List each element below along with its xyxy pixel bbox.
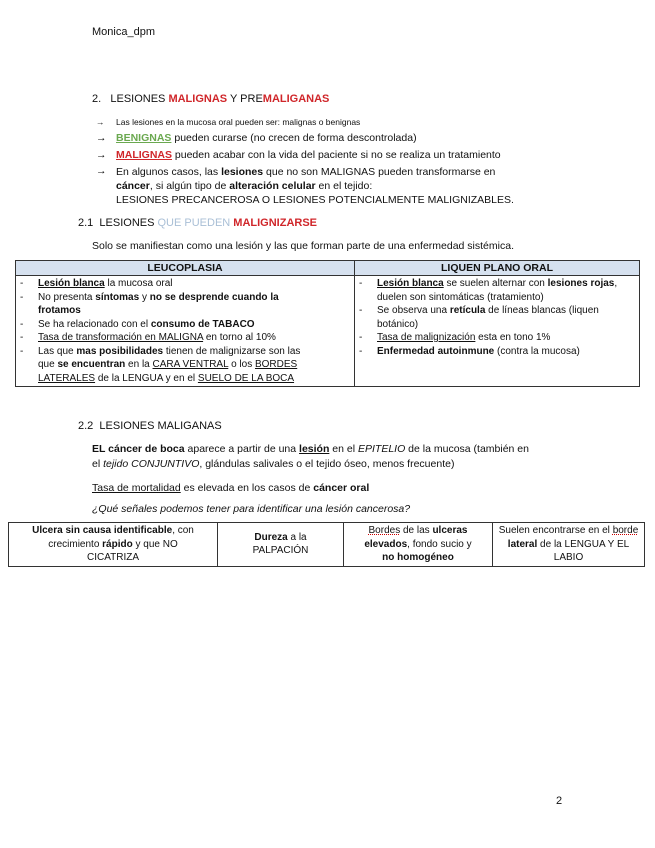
list-item: - Se ha relacionado con el consumo de TABACO: [20, 318, 255, 330]
arrow-icon: →: [96, 132, 107, 144]
mortality-line: Tasa de mortalidad es elevada en los casos de cáncer oral: [92, 482, 370, 494]
table-header-liquen: LIQUEN PLANO ORAL: [355, 261, 640, 276]
bullet-item: → Las lesiones en la mucosa oral pueden ser: malignas o benignas: [96, 117, 361, 127]
author-header: Monica_dpm: [92, 26, 155, 38]
bullet-item: → MALIGNAS pueden acabar con la vida del paciente si no se realiza un tratamiento: [96, 149, 501, 161]
section-2-2-title: 2.2 LESIONES MALIGANAS: [78, 420, 222, 432]
section-2-1-title: 2.1 LESIONES QUE PUEDEN MALIGNIZARSE: [78, 217, 318, 229]
signs-question: ¿Qué señales podemos tener para identificar una lesión cancerosa?: [92, 503, 411, 515]
sign-ulcera: Ulcera sin causa identificable, con crecimiento rápido y que NO CICATRIZA: [9, 523, 218, 567]
list-item: - Tasa de transformación en MALIGNA en torno al 10%: [20, 332, 276, 343]
arrow-icon: →: [96, 165, 107, 177]
sign-localizacion: Suelen encontrarse en el borde lateral de la LENGUA Y EL LABIO: [493, 523, 645, 567]
bullet-item: → BENIGNAS pueden curarse (no crecen de forma descontrolada): [96, 132, 417, 144]
list-item: - Las que mas posibilidades tienen de malignizarse son las que se encuentran en la CARA VENTRAL o los BORDES LATERALES de la LENGUA y en el SUELO DE LA BOCA: [20, 345, 301, 384]
bullet-item: → En algunos casos, las lesiones que no son MALIGNAS pueden transformarse en cáncer, si algún tipo de alteración celular en el tejido: LESIONES PRECANCEROSA O LESIONES POTENCIALMENTE MALIGNIZABLES.: [96, 165, 514, 206]
list-item: - Se observa una retícula de líneas blancas (liquen botánico): [359, 305, 599, 330]
list-item: - Enfermedad autoinmune (contra la mucosa): [359, 345, 580, 357]
liquen-cell: [355, 276, 640, 387]
list-item: - Tasa de malignización esta en tono 1%: [359, 332, 551, 343]
arrow-icon: →: [96, 149, 107, 161]
list-item: - No presenta síntomas y no se desprende cuando la frotamos: [20, 291, 279, 316]
signs-table: [8, 522, 645, 567]
list-item: - Lesión blanca se suelen alternar con lesiones rojas, duelen son sintomáticas (tratamiento): [359, 278, 618, 303]
leucoplasia-liquen-table: [15, 260, 640, 387]
leucoplasia-cell: [16, 276, 355, 387]
table-header-leucoplasia: LEUCOPLASIA: [16, 261, 355, 276]
sign-dureza: Dureza a la PALPACIÓN: [218, 523, 344, 567]
section-2-2-paragraph: EL cáncer de boca aparece a partir de una lesión en el EPITELIO de la mucosa (también en el tejido CONJUNTIVO, glándulas salivales o el tejido óseo, menos frecuente): [92, 443, 529, 470]
sign-bordes: Bordes de las ulceras elevados, fondo sucio y no homogéneo: [344, 523, 493, 567]
section-2-1-intro: Solo se manifiestan como una lesión y las que forman parte de una enfermedad sistémica.: [92, 240, 514, 252]
arrow-icon: →: [96, 117, 105, 127]
page-number: 2: [556, 795, 563, 807]
list-item: - Lesión blanca la mucosa oral: [20, 278, 173, 289]
section-2-title: 2. LESIONES MALIGNAS Y PREMALIGANAS: [92, 93, 330, 105]
